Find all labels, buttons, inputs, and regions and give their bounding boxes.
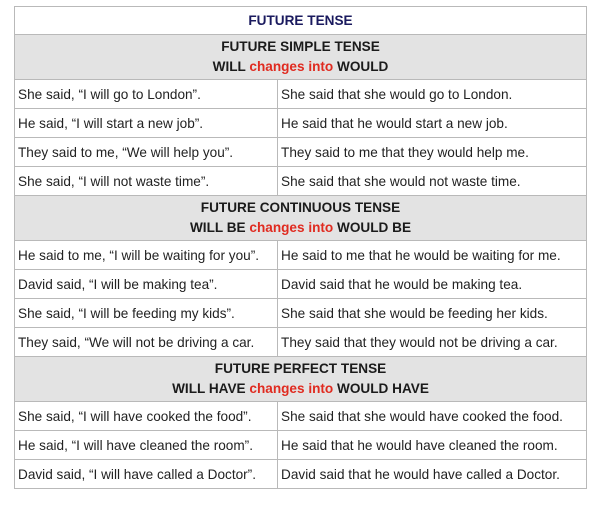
rule-from: WILL BE <box>189 220 246 235</box>
indirect-speech-cell: He said to me that he would be waiting for me. <box>278 241 587 270</box>
section-rule <box>18 218 583 238</box>
section-header-future-perfect <box>15 357 587 402</box>
direct-speech-cell: She said, “I will not waste time”. <box>15 167 278 196</box>
section-header-future-simple <box>15 35 587 80</box>
rule-connector: changes into <box>249 381 334 396</box>
table-row <box>15 241 587 270</box>
direct-speech-cell: He said to me, “I will be waiting for you”. <box>15 241 278 270</box>
table-row <box>15 402 587 431</box>
indirect-speech-cell: David said that he would be making tea. <box>278 270 587 299</box>
rule-to: WOULD BE <box>337 220 412 235</box>
rule-to: WOULD <box>337 59 389 74</box>
table-row <box>15 109 587 138</box>
indirect-speech-cell: She said that she would be feeding her kids. <box>278 299 587 328</box>
table-row <box>15 328 587 357</box>
indirect-speech-cell: David said that he would have called a Doctor. <box>278 460 587 489</box>
direct-speech-cell: She said, “I will go to London”. <box>15 80 278 109</box>
indirect-speech-cell: He said that he would have cleaned the room. <box>278 431 587 460</box>
section-rule <box>18 57 583 77</box>
rule-connector: changes into <box>249 59 334 74</box>
direct-speech-cell: She said, “I will have cooked the food”. <box>15 402 278 431</box>
table-row <box>15 138 587 167</box>
section-header-cell <box>15 35 587 80</box>
rule-from: WILL <box>212 59 246 74</box>
indirect-speech-cell: She said that she would go to London. <box>278 80 587 109</box>
table-row <box>15 431 587 460</box>
direct-speech-cell: They said, “We will not be driving a car. <box>15 328 278 357</box>
section-header-cell <box>15 196 587 241</box>
direct-speech-cell: He said, “I will start a new job”. <box>15 109 278 138</box>
indirect-speech-cell: She said that she would have cooked the food. <box>278 402 587 431</box>
section-header-cell <box>15 357 587 402</box>
indirect-speech-cell: He said that he would start a new job. <box>278 109 587 138</box>
section-rule <box>18 379 583 399</box>
indirect-speech-cell: They said that they would not be driving a car. <box>278 328 587 357</box>
direct-speech-cell: He said, “I will have cleaned the room”. <box>15 431 278 460</box>
table-title: FUTURE TENSE <box>15 7 587 35</box>
table-row <box>15 299 587 328</box>
section-heading: FUTURE SIMPLE TENSE <box>221 39 380 54</box>
table-row <box>15 167 587 196</box>
rule-to: WOULD HAVE <box>337 381 429 396</box>
table-row <box>15 460 587 489</box>
section-heading: FUTURE CONTINUOUS TENSE <box>200 200 401 215</box>
future-tense-table <box>14 6 587 489</box>
direct-speech-cell: David said, “I will have called a Doctor”. <box>15 460 278 489</box>
section-heading: FUTURE PERFECT TENSE <box>214 361 387 376</box>
rule-from: WILL HAVE <box>172 381 246 396</box>
direct-speech-cell: David said, “I will be making tea”. <box>15 270 278 299</box>
direct-speech-cell: She said, “I will be feeding my kids”. <box>15 299 278 328</box>
section-header-future-continuous <box>15 196 587 241</box>
rule-connector: changes into <box>249 220 334 235</box>
table-row <box>15 80 587 109</box>
title-row <box>15 7 587 35</box>
indirect-speech-cell: She said that she would not waste time. <box>278 167 587 196</box>
table-row <box>15 270 587 299</box>
direct-speech-cell: They said to me, “We will help you”. <box>15 138 278 167</box>
indirect-speech-cell: They said to me that they would help me. <box>278 138 587 167</box>
